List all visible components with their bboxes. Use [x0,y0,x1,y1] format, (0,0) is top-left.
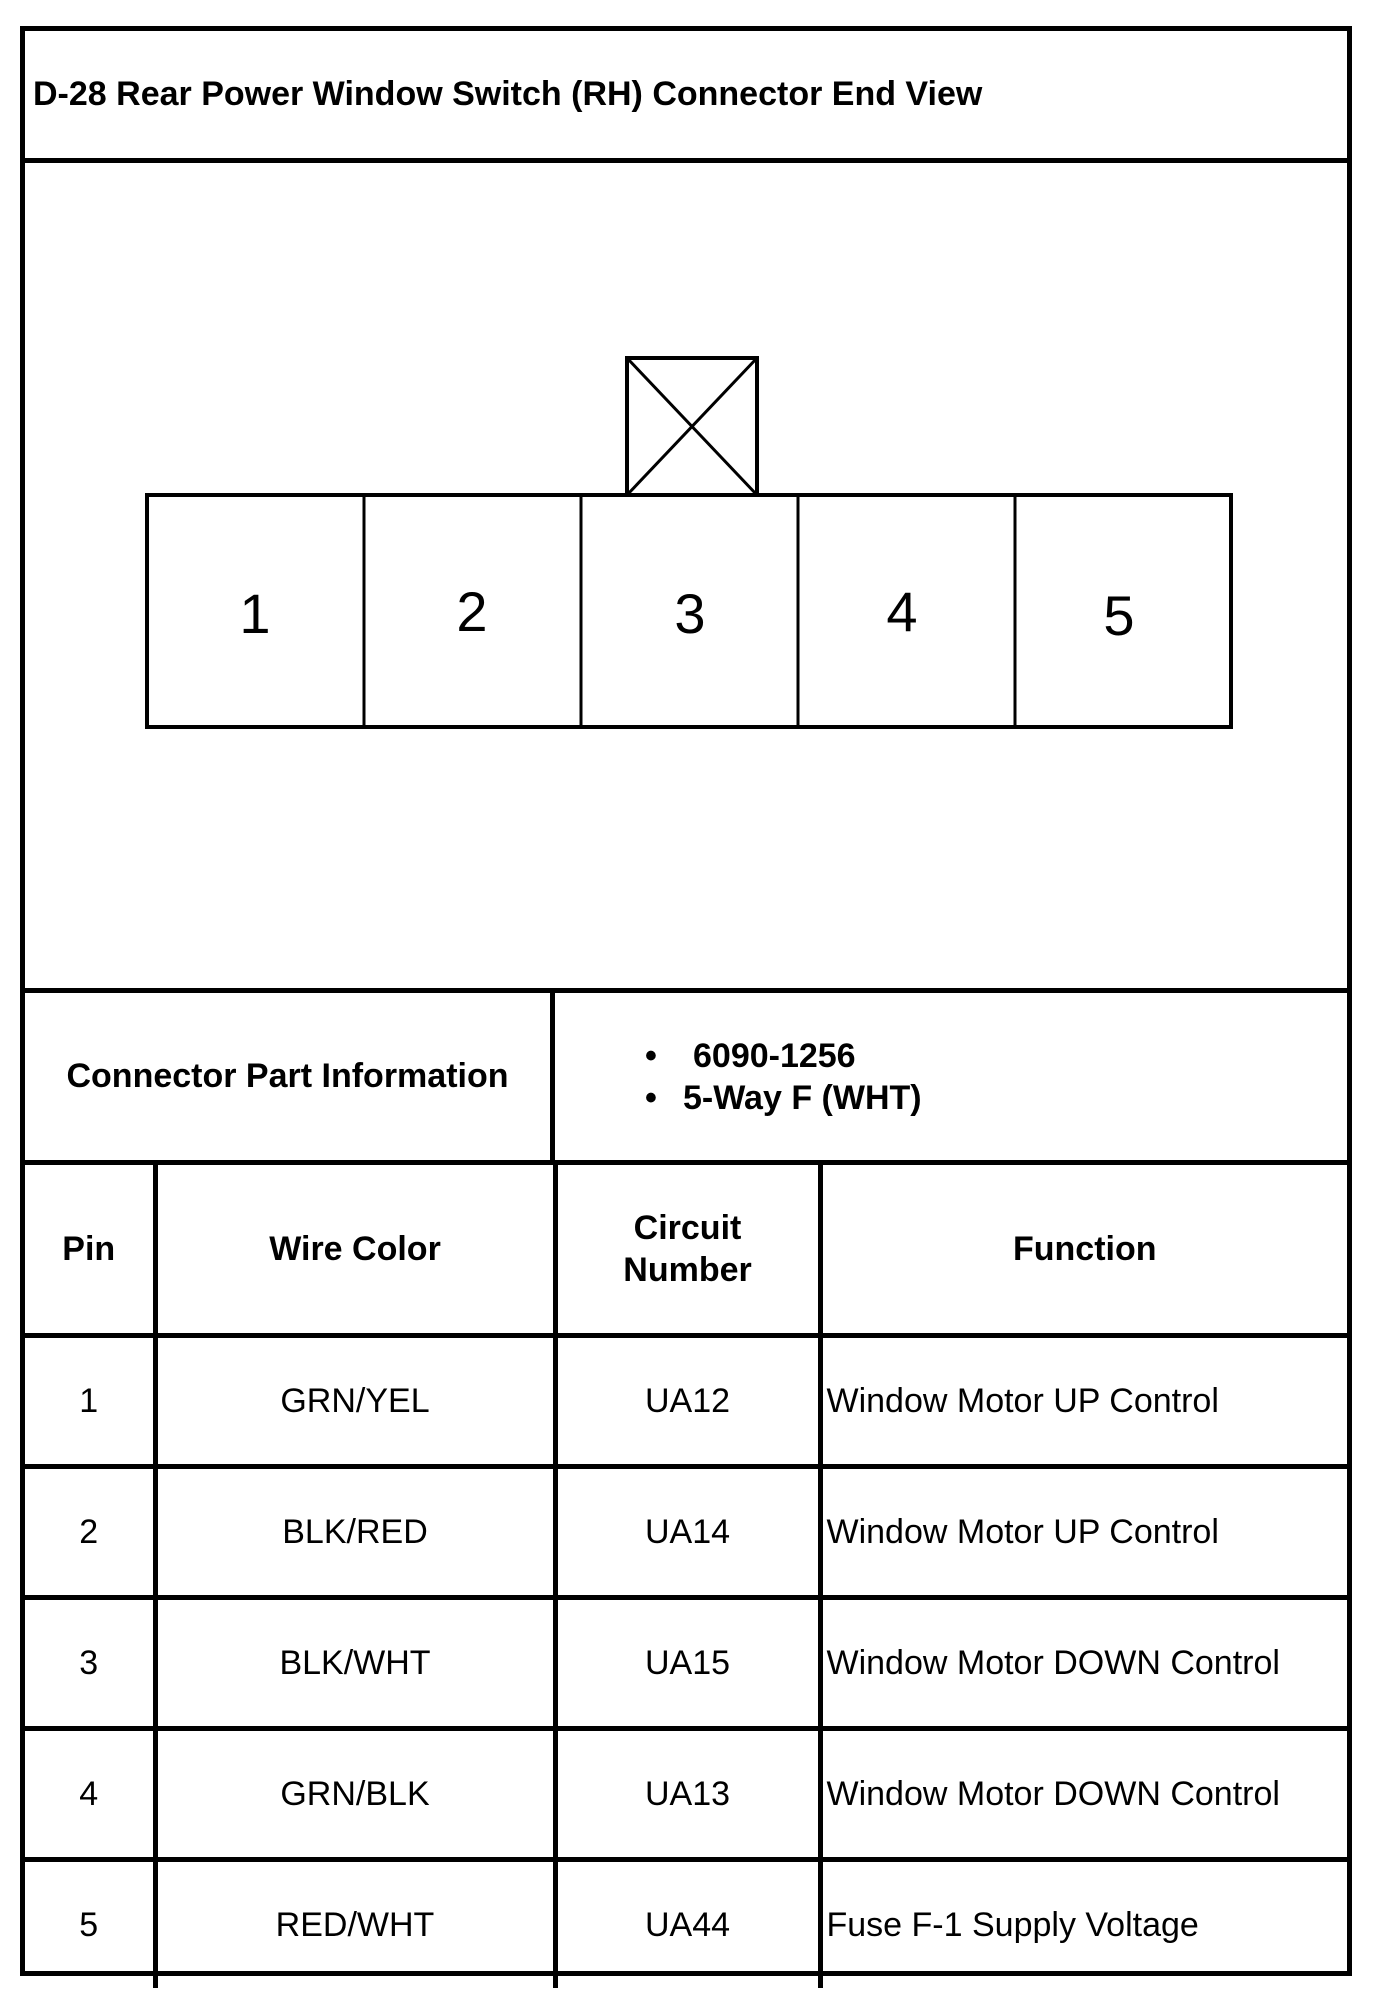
connector-sheet [20,26,1352,1976]
connector-type: 5-Way F (WHT) [683,1078,922,1117]
cavity-label-3: 3 [674,582,706,645]
wire-color-cell: GRN/BLK [155,1729,555,1860]
header-circuit-line2: Number [623,1251,752,1289]
connector-diagram [25,163,1347,988]
list-item [645,1077,1347,1119]
cavity-label-5: 5 [1103,584,1135,647]
header-circuit-line1: Circuit [633,1209,742,1247]
bullet-icon: • [645,1036,657,1075]
connector-end-view [25,163,1347,993]
function-cell: Window Motor DOWN Control [820,1729,1347,1860]
page-title: D-28 Rear Power Window Switch (RH) Connector End View [33,75,983,113]
list-item [645,1035,1347,1077]
circuit-cell: UA12 [555,1336,820,1467]
pin-cell: 1 [25,1336,155,1467]
wire-color-cell: BLK/WHT [155,1598,555,1729]
header-circuit-number [555,1165,820,1336]
bullet-icon: • [645,1078,657,1117]
header-wire-color: Wire Color [155,1165,555,1336]
pin-cell: 3 [25,1598,155,1729]
circuit-cell: UA13 [555,1729,820,1860]
cavity-label-2: 2 [456,580,488,643]
table-header-row [25,1165,1347,1336]
connector-part-info-label: Connector Part Information [25,993,555,1160]
wire-color-cell: GRN/YEL [155,1336,555,1467]
circuit-cell: UA14 [555,1467,820,1598]
header-function: Function [820,1165,1347,1336]
function-cell: Window Motor DOWN Control [820,1598,1347,1729]
pin-cell: 4 [25,1729,155,1860]
table-row [25,1729,1347,1860]
connector-part-info [25,993,1347,1165]
table-row [25,1467,1347,1598]
table-row [25,1336,1347,1467]
function-cell: Window Motor UP Control [820,1336,1347,1467]
header-pin: Pin [25,1165,155,1336]
pinout-table [25,1165,1347,1988]
function-cell: Window Motor UP Control [820,1467,1347,1598]
crossed-box-icon [627,358,757,495]
cavity-label-1: 1 [239,582,271,645]
table-row [25,1860,1347,1989]
pin-cell: 5 [25,1860,155,1989]
cavity-label-4: 4 [886,580,918,643]
circuit-cell: UA15 [555,1598,820,1729]
circuit-cell: UA44 [555,1860,820,1989]
wire-color-cell: RED/WHT [155,1860,555,1989]
connector-part-info-values [555,993,1347,1160]
table-row [25,1598,1347,1729]
part-number: 6090-1256 [693,1036,856,1075]
pin-cell: 2 [25,1467,155,1598]
title-row [25,31,1347,163]
function-cell: Fuse F-1 Supply Voltage [820,1860,1347,1989]
wire-color-cell: BLK/RED [155,1467,555,1598]
